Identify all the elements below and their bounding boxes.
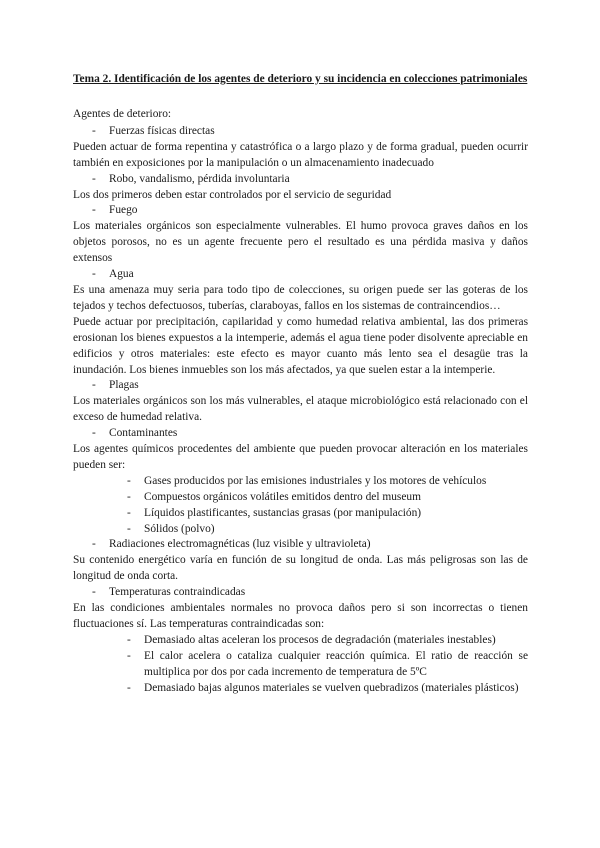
intro-text: Agentes de deterioro: — [73, 108, 172, 120]
page-title: Tema 2. Identificación de los agentes de deterioro y su incidencia en colecciones patrimoniales — [73, 73, 528, 85]
section-heading-text: Plagas — [109, 379, 139, 392]
list-item-text: Gases producidos por las emisiones industriales y los motores de vehículos — [144, 474, 487, 487]
bullet-dash: - — [127, 649, 131, 662]
list-item-text: El calor acelera o cataliza cualquier reacción química. El ratio de reacción se multiplica por dos por cada incremento de temperatura de 5ºC — [144, 649, 528, 678]
list-item-text: Demasiado altas aceleran los procesos de degradación (materiales inestables) — [144, 633, 496, 646]
bullet-dash: - — [92, 268, 96, 281]
section-paragraph: Es una amenaza muy seria para todo tipo de colecciones, su origen puede ser las goteras de los tejados y techos defectuosos, tuberías, claraboyas, fallos en los sistemas de contraincendios… — [73, 283, 528, 312]
section-paragraph: Los dos primeros deben estar controlados por el servicio de seguridad — [73, 188, 392, 201]
bullet-dash: - — [92, 427, 96, 440]
list-item-text: Sólidos (polvo) — [144, 522, 215, 535]
section-heading-text: Contaminantes — [109, 427, 178, 440]
section-heading-text: Robo, vandalismo, pérdida involuntaria — [109, 172, 290, 185]
bullet-dash: - — [92, 586, 96, 599]
list-item — [127, 649, 528, 681]
bullet-dash: - — [127, 490, 131, 503]
bullet-dash: - — [127, 522, 131, 535]
bullet-dash: - — [127, 633, 131, 646]
bullet-dash: - — [92, 204, 96, 217]
list-item-text: Líquidos plastificantes, sustancias grasas (por manipulación) — [144, 506, 422, 519]
bullet-dash: - — [92, 379, 96, 392]
section-heading — [92, 203, 528, 219]
list-item-text: Compuestos orgánicos volátiles emitidos dentro del museum — [144, 490, 421, 503]
bullet-dash: - — [127, 681, 131, 694]
document-body — [73, 71, 528, 697]
section-paragraph: Los agentes químicos procedentes del ambiente que pueden provocar alteración en los materiales pueden ser: — [73, 443, 528, 471]
bullet-dash: - — [92, 172, 96, 185]
list-item — [127, 490, 528, 506]
section-heading — [92, 537, 528, 553]
list-item — [127, 681, 528, 697]
section-paragraph: Los materiales orgánicos son especialmente vulnerables. El humo provoca graves daños en los objetos porosos, no es un agente frecuente pero el resultado es una pérdida masiva y daños extensos — [73, 220, 528, 265]
section-heading — [92, 124, 528, 140]
section-paragraph: Su contenido energético varía en función de su longitud de onda. Las más peligrosas son las de longitud de onda corta. — [73, 554, 528, 583]
section-paragraph: En las condiciones ambientales normales no provoca daños pero si son incorrectas o tienen fluctuaciones sí. Las temperaturas contraindicadas son: — [73, 602, 528, 630]
section-heading — [92, 172, 528, 188]
list-item — [127, 522, 528, 538]
list-item — [127, 506, 528, 522]
bullet-dash: - — [127, 506, 131, 519]
list-item-text: Demasiado bajas algunos materiales se vuelven quebradizos (materiales plásticos) — [144, 681, 519, 694]
section-heading-text: Fuego — [109, 204, 138, 217]
section-heading — [92, 378, 528, 394]
section-heading — [92, 267, 528, 283]
bullet-dash: - — [127, 474, 131, 487]
section-heading-text: Temperaturas contraindicadas — [109, 586, 246, 599]
bullet-dash: - — [92, 538, 96, 551]
section-paragraph: Puede actuar por precipitación, capilaridad y como humedad relativa ambiental, las dos primeras erosionan los bienes expuestos a la intemperie, además el agua tiene poder disolvente apreciable en edificios y otros materiales: este efecto es mayor cuanto más lento sea el desagüe tras la inundación. Los bienes inmuebles son los más afectados, ya que suelen estar a la intemperie. — [73, 315, 528, 376]
section-paragraph: Los materiales orgánicos son los más vulnerables, el ataque microbiológico está relacionado con el exceso de humedad relativa. — [73, 395, 528, 424]
section-heading-text: Fuerzas físicas directas — [109, 124, 215, 137]
section-heading-text: Agua — [109, 268, 134, 281]
section-paragraph: Pueden actuar de forma repentina y catastrófica o a largo plazo y de forma gradual, pueden ocurrir también en exposiciones por la manipulación o un almacenamiento inadecuado — [73, 140, 528, 169]
section-heading — [92, 426, 528, 442]
bullet-dash: - — [92, 124, 96, 137]
list-item — [127, 474, 528, 490]
section-heading — [92, 585, 528, 601]
list-item — [127, 633, 528, 649]
section-heading-text: Radiaciones electromagnéticas (luz visible y ultravioleta) — [109, 538, 371, 551]
